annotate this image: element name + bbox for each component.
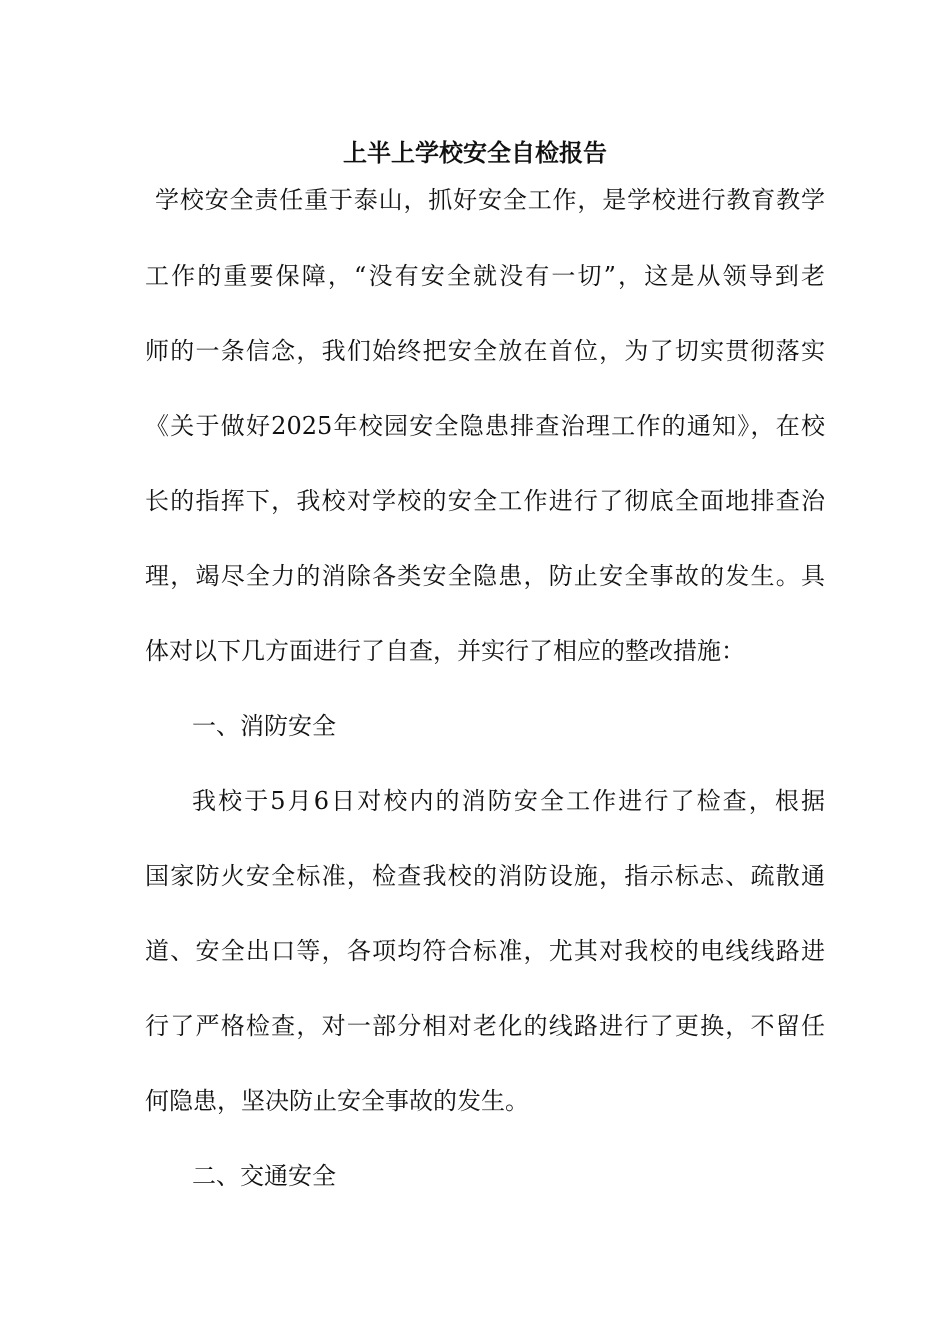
- section1-line-1: 我校于5月6日对校内的消防安全工作进行了检查，根据: [192, 787, 825, 815]
- document-title: 上半上学校安全自检报告: [343, 138, 607, 167]
- intro-line-5: 长的指挥下，我校对学校的安全工作进行了彻底全面地排查治: [145, 487, 825, 515]
- intro-line-6: 理，竭尽全力的消除各类安全隐患，防止安全事故的发生。具: [145, 562, 825, 590]
- intro-line-7: 体对以下几方面进行了自查，并实行了相应的整改措施：: [145, 637, 745, 665]
- section-heading-traffic-safety: 二、交通安全: [192, 1162, 336, 1190]
- section1-line-5: 何隐患，坚决防止安全事故的发生。: [145, 1087, 529, 1115]
- section1-line-2: 国家防火安全标准，检查我校的消防设施，指示标志、疏散通: [145, 862, 825, 890]
- section1-line-3: 道、安全出口等，各项均符合标准，尤其对我校的电线线路进: [145, 937, 825, 965]
- intro-line-3: 师的一条信念，我们始终把安全放在首位，为了切实贯彻落实: [145, 337, 825, 365]
- intro-line-4: 《关于做好2025年校园安全隐患排查治理工作的通知》，在校: [145, 412, 825, 440]
- intro-line-2: 工作的重要保障，“没有安全就没有一切”，这是从领导到老: [145, 262, 825, 290]
- section1-line-4: 行了严格检查，对一部分相对老化的线路进行了更换，不留任: [145, 1012, 825, 1040]
- intro-line-1: 学校安全责任重于泰山，抓好安全工作，是学校进行教育教学: [155, 186, 825, 214]
- section-heading-fire-safety: 一、消防安全: [192, 712, 336, 740]
